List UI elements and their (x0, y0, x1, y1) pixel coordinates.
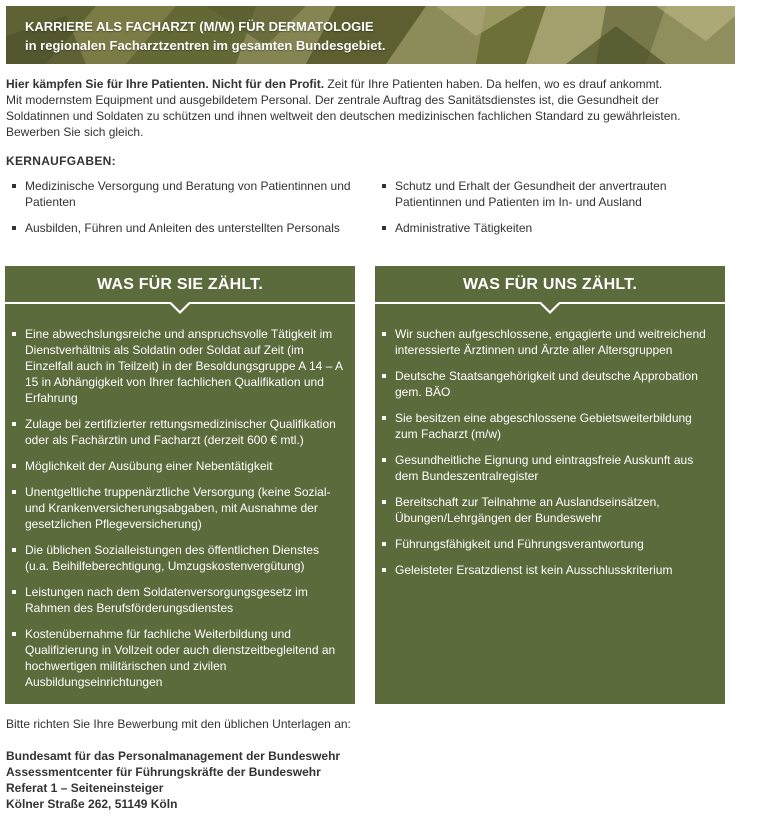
list-item: Geleisteter Ersatzdienst ist kein Ausschlusskriterium (375, 562, 715, 578)
list-item: Unentgeltliche truppenärztliche Versorgung (keine Sozial- und Krankenversicherungsabgaben, mit Ausnahme der gesetzlichen Pflegeversicherung) (5, 484, 345, 532)
intro-line-3: Soldatinnen und Soldaten zu schützen und ihnen weltweit den deutschen medizinischen fachlichen Standard zu gewährleisten. (6, 109, 681, 123)
intro-line-4: Bewerben Sie sich gleich. (6, 125, 144, 139)
intro-lead-bold: Hier kämpfen Sie für Ihre Patienten. Nicht für den Profit. (6, 77, 325, 91)
banner-text (25, 17, 385, 55)
what-counts-for-you-box (5, 266, 355, 704)
header-banner (6, 6, 735, 64)
list-item: Kostenübernahme für fachliche Weiterbildung und Qualifizierung in Vollzeit oder auch dienstzeitbegleitend an hochwertigen militärischen und zivilen Ausbildungseinrichtungen (5, 626, 345, 690)
list-item: Führungsfähigkeit und Führungsverantwortung (375, 536, 715, 552)
intro-line-1 (6, 76, 736, 92)
list-item: Leistungen nach dem Soldatenversorgungsgesetz im Rahmen des Berufsförderungsdienstes (5, 584, 345, 616)
kernaufgaben-list-left (6, 178, 356, 246)
banner-title: KARRIERE ALS FACHARZT (M/W) FÜR DERMATOLOGIE (25, 19, 374, 34)
list-item: Wir suchen aufgeschlossene, engagierte und weitreichend interessierte Ärztinnen und Ärzte aller Altersgruppen (375, 326, 715, 358)
list-item: Medizinische Versorgung und Beratung von Patientinnen und Patienten (6, 178, 356, 210)
box-title: WAS FÜR UNS ZÄHLT. (463, 276, 637, 293)
list-item: Ausbilden, Führen und Anleiten des unterstellten Personals (6, 220, 356, 236)
list-item: Möglichkeit der Ausübung einer Nebentätigkeit (5, 458, 345, 474)
list-item: Eine abwechslungsreiche und anspruchsvolle Tätigkeit im Dienstverhältnis als Soldatin oder Soldat auf Zeit (im Einzelfall auch in Teilzeit) in der Besoldungsgruppe A 14 – A 15 in Abhängigkeit von Ihrer fachlichen Qualifikation und Erfahrung (5, 326, 345, 406)
what-counts-for-us-box (375, 266, 725, 704)
list-item: Schutz und Erhalt der Gesundheit der anvertrauten Patientinnen und Patienten im In- und Ausland (376, 178, 726, 210)
box-title: WAS FÜR SIE ZÄHLT. (97, 276, 263, 293)
list-item: Gesundheitliche Eignung und eintragsfreie Auskunft aus dem Bundeszentralregister (375, 452, 715, 484)
kernaufgaben-title: KERNAUFGABEN: (6, 154, 116, 168)
intro-text (6, 76, 736, 140)
list-item: Deutsche Staatsangehörigkeit und deutsche Approbation gem. BÄO (375, 368, 715, 400)
application-address (6, 748, 340, 812)
requirements-list (375, 304, 725, 578)
address-line: Referat 1 – Seiteneinsteiger (6, 781, 164, 795)
list-item: Sie besitzen eine abgeschlossene Gebietsweiterbildung zum Facharzt (m/w) (375, 410, 715, 442)
banner-subtitle: in regionalen Facharztzentren im gesamten Bundesgebiet. (25, 38, 386, 53)
list-item: Die üblichen Sozialleistungen des öffentlichen Dienstes (u.a. Beihilfeberechtigung, Umzugskostenvergütung) (5, 542, 345, 574)
box-header (375, 266, 725, 304)
address-line: Bundesamt für das Personalmanagement der Bundeswehr (6, 749, 341, 763)
intro-lead-rest: Zeit für Ihre Patienten haben. Da helfen, wo es drauf ankommt. (324, 77, 663, 91)
list-item: Zulage bei zertifizierter rettungsmedizinischer Qualifikation oder als Fachärztin und Facharzt (derzeit 600 € mtl.) (5, 416, 345, 448)
list-item: Administrative Tätigkeiten (376, 220, 726, 236)
address-line: Kölner Straße 262, 51149 Köln (6, 797, 178, 811)
list-item: Bereitschaft zur Teilnahme an Auslandseinsätzen, Übungen/Lehrgängen der Bundeswehr (375, 494, 715, 526)
box-header (5, 266, 355, 304)
intro-line-2: Mit modernstem Equipment und ausgebildetem Personal. Der zentrale Auftrag des Sanitätsdienstes ist, die Gesundheit der (6, 93, 660, 107)
kernaufgaben-list-right (376, 178, 726, 246)
application-intro: Bitte richten Sie Ihre Bewerbung mit den üblichen Unterlagen an: (6, 717, 351, 731)
benefits-list (5, 304, 355, 690)
address-line: Assessmentcenter für Führungskräfte der Bundeswehr (6, 765, 321, 779)
